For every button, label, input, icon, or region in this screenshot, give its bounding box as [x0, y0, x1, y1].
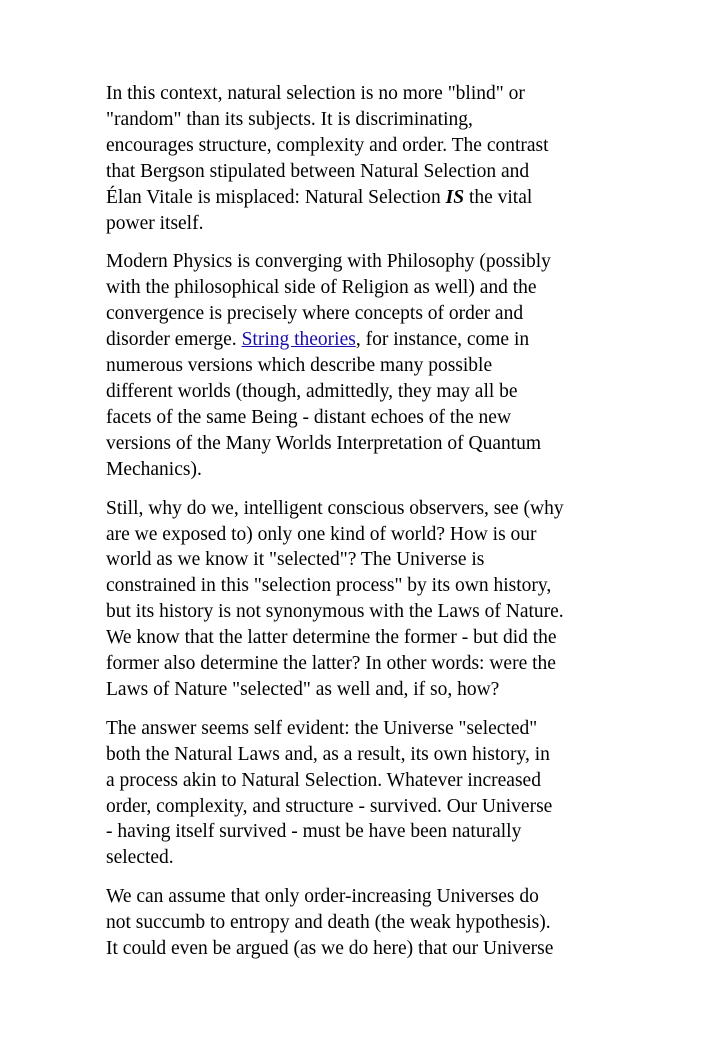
text-line: but its history is not synonymous with the Laws of Nature.: [106, 601, 564, 623]
text-line: Modern Physics is converging with Philosophy (possibly: [106, 251, 551, 273]
text-segment: the vital: [464, 186, 533, 208]
text-segment: Élan Vitale is misplaced: Natural Selection: [106, 186, 446, 208]
paragraph-selection-process: [106, 496, 626, 703]
text-segment: , for instance, come in: [355, 329, 530, 351]
text-line: encourages structure, complexity and order. The contrast: [106, 134, 549, 156]
text-line: former also determine the latter? In other words: were the: [106, 653, 556, 675]
text-line: facets of the same Being - distant echoes of the new: [106, 406, 512, 428]
string-theories-link[interactable]: String theories: [241, 329, 356, 351]
text-line: are we exposed to) only one kind of world? How is our: [106, 523, 537, 545]
text-line: In this context, natural selection is no more "blind" or: [106, 83, 525, 104]
text-line: [106, 185, 626, 211]
text-line: numerous versions which describe many possible: [106, 355, 493, 377]
text-line: not succumb to entropy and death (the weak hypothesis).: [106, 912, 551, 934]
document-body: [106, 81, 626, 975]
text-line: versions of the Many Worlds Interpretation of Quantum: [106, 432, 542, 454]
text-line: different worlds (though, admittedly, they may all be: [106, 380, 518, 402]
text-line: "random" than its subjects. It is discriminating,: [106, 108, 473, 130]
text-line: We know that the latter determine the former - but did the: [106, 627, 557, 649]
paragraph-entropy: [106, 884, 626, 962]
text-line: [106, 327, 626, 353]
text-line: constrained in this "selection process" by its own history,: [106, 575, 552, 597]
text-line: that Bergson stipulated between Natural Selection and: [106, 160, 530, 182]
text-line: Still, why do we, intelligent conscious observers, see (why: [106, 497, 564, 519]
text-line: a process akin to Natural Selection. Whatever increased: [106, 769, 541, 791]
text-line: - having itself survived - must be have been naturally: [106, 821, 522, 843]
paragraph-natural-selection: [106, 81, 626, 236]
paragraph-answer: [106, 716, 626, 871]
emphasis-text: IS: [445, 186, 465, 208]
text-line: Laws of Nature "selected" as well and, if so, how?: [106, 678, 500, 700]
paragraph-modern-physics: [106, 249, 626, 482]
text-line: Mechanics).: [106, 458, 202, 480]
text-line: We can assume that only order-increasing Universes do: [106, 886, 539, 908]
text-line: with the philosophical side of Religion as well) and the: [106, 277, 537, 299]
text-line: world as we know it "selected"? The Universe is: [106, 549, 485, 571]
text-line: The answer seems self evident: the Universe "selected": [106, 717, 538, 739]
text-segment: disorder emerge.: [106, 329, 242, 351]
text-line: convergence is precisely where concepts of order and: [106, 303, 524, 325]
text-line: power itself.: [106, 212, 204, 234]
text-line: order, complexity, and structure - survived. Our Universe: [106, 795, 553, 817]
text-line: selected.: [106, 847, 174, 869]
text-line: both the Natural Laws and, as a result, its own history, in: [106, 743, 550, 765]
text-line: It could even be argued (as we do here) that our Universe: [106, 938, 554, 960]
